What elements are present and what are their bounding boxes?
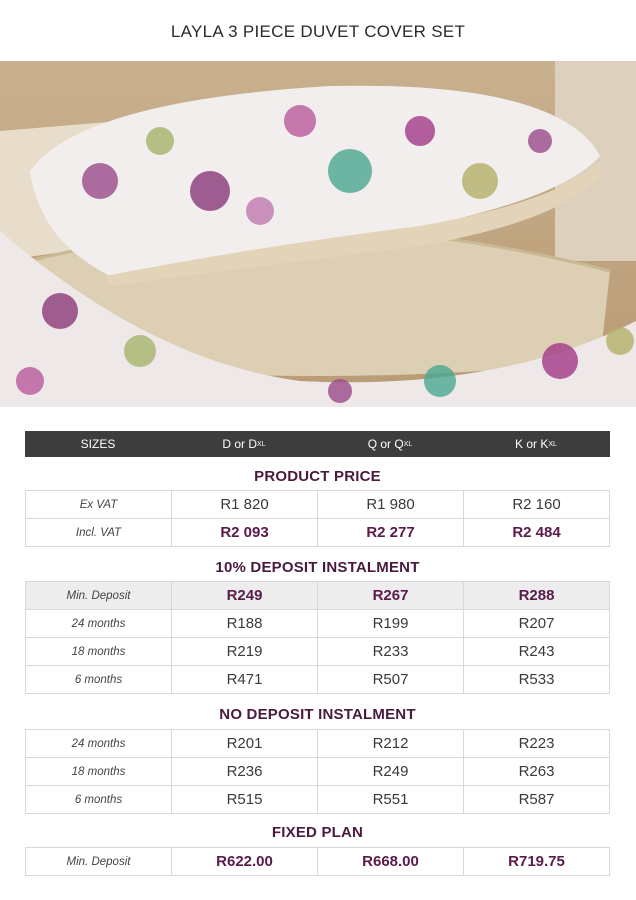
section-title-product-price: PRODUCT PRICE (254, 468, 381, 485)
price-cell: R668.00 (318, 848, 464, 876)
price-cell: R471 (172, 666, 318, 694)
table-row (26, 582, 610, 610)
row-label: Min. Deposit (26, 582, 172, 610)
price-cell: R2 277 (318, 519, 464, 547)
size-col-k: K or K XL (515, 437, 557, 451)
price-cell: R719.75 (464, 848, 610, 876)
price-cell: R587 (464, 786, 610, 814)
row-label: Min. Deposit (26, 848, 172, 876)
price-cell: R507 (318, 666, 464, 694)
price-cell: R267 (318, 582, 464, 610)
no-deposit-table (25, 729, 610, 814)
price-cell: R551 (318, 786, 464, 814)
price-cell: R201 (172, 730, 318, 758)
price-cell: R188 (172, 610, 318, 638)
row-label: Ex VAT (26, 491, 172, 519)
table-row (26, 730, 610, 758)
price-cell: R2 093 (172, 519, 318, 547)
row-label: 18 months (26, 638, 172, 666)
row-label: 18 months (26, 758, 172, 786)
table-row (26, 848, 610, 876)
price-cell: R243 (464, 638, 610, 666)
table-row (26, 491, 610, 519)
fixed-plan-table (25, 847, 610, 876)
size-col-d: D or D XL (222, 437, 266, 451)
price-cell: R288 (464, 582, 610, 610)
table-row (26, 666, 610, 694)
price-cell: R515 (172, 786, 318, 814)
row-label: 24 months (26, 730, 172, 758)
price-cell: R207 (464, 610, 610, 638)
price-cell: R233 (318, 638, 464, 666)
sizes-header: SIZES (80, 437, 116, 451)
price-cell: R219 (172, 638, 318, 666)
price-cell: R533 (464, 666, 610, 694)
deposit-table (25, 581, 610, 694)
row-label: 24 months (26, 610, 172, 638)
price-cell: R249 (318, 758, 464, 786)
product-price-table (25, 490, 610, 547)
row-label: 6 months (26, 666, 172, 694)
size-col-q: Q or Q XL (367, 437, 413, 451)
page-title: LAYLA 3 PIECE DUVET COVER SET (170, 22, 466, 41)
table-header (25, 431, 610, 457)
price-cell: R236 (172, 758, 318, 786)
table-row (26, 638, 610, 666)
price-cell: R199 (318, 610, 464, 638)
price-cell: R622.00 (172, 848, 318, 876)
table-row (26, 758, 610, 786)
product-photo (0, 61, 636, 407)
table-row (26, 519, 610, 547)
price-cell: R212 (318, 730, 464, 758)
price-cell: R2 484 (464, 519, 610, 547)
row-label: 6 months (26, 786, 172, 814)
row-label: Incl. VAT (26, 519, 172, 547)
price-cell: R249 (172, 582, 318, 610)
section-title-deposit: 10% DEPOSIT INSTALMENT (215, 559, 420, 576)
section-title-no-deposit: NO DEPOSIT INSTALMENT (219, 706, 416, 723)
table-row (26, 786, 610, 814)
price-cell: R1 980 (318, 491, 464, 519)
price-cell: R263 (464, 758, 610, 786)
price-cell: R223 (464, 730, 610, 758)
section-title-fixed-plan: FIXED PLAN (271, 824, 364, 841)
price-cell: R1 820 (172, 491, 318, 519)
table-row (26, 610, 610, 638)
price-cell: R2 160 (464, 491, 610, 519)
pillow-illustration (0, 61, 636, 407)
